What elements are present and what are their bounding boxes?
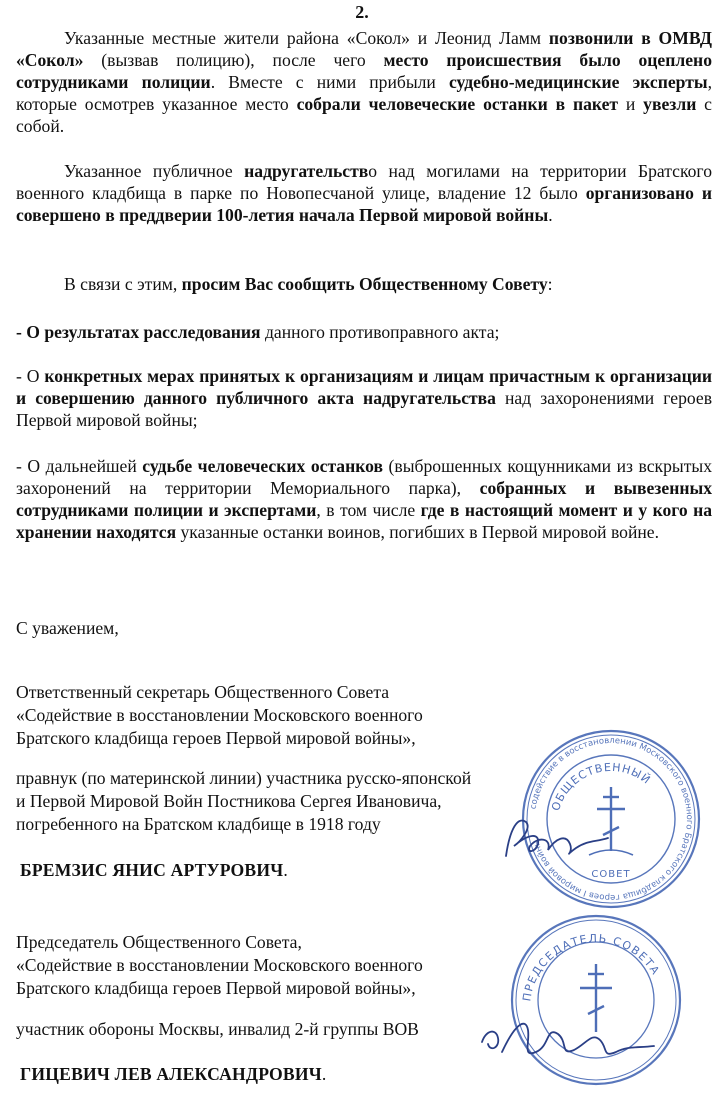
paragraph-request: В связи с этим, просим Вас сообщить Общественному Совету: [64, 274, 553, 294]
signatory1-name: БРЕМЗИС ЯНИС АРТУРОВИЧ. [20, 860, 288, 880]
stamp1-outer-text: содействие в восстановлении Московского военного Братского кладбища героев I мировой войны [528, 735, 695, 903]
list-item-investigation: - О результатах расследования данного противоправного акта; [16, 322, 500, 342]
stamp1-top-text: ОБЩЕСТВЕННЫЙ [549, 760, 654, 813]
page-number: 2. [355, 2, 369, 22]
signatory2-position: Председатель Общественного Совета, «Содействие в восстановлении Московского военного Братского кладбища героев Первой мировой войны», [16, 932, 423, 998]
list-item-measures: - О конкретных мерах принятых к организациям и лицам причастным к организации и совершению данного публичного акта надругательства над захоронениями героев Первой мировой войны; [16, 366, 713, 430]
closing: С уважением, [16, 618, 119, 638]
signatory2-description: участник обороны Москвы, инвалид 2-й группы ВОВ [16, 1019, 419, 1039]
stamp1-bottom-text: СОВЕТ [591, 869, 631, 880]
signatory2-name: ГИЦЕВИЧ ЛЕВ АЛЕКСАНДРОВИЧ. [20, 1064, 327, 1084]
paragraph-police-call: Указанные местные жители района «Сокол» и Леонид Ламм позвонили в ОМВД «Сокол» (вызвав полицию), после чего место происшествия было оцеплено сотрудниками полиции. Вместе с ними прибыли судебно-медицинские эксперты, которые осмотрев указанное место собрали человеческие останки в пакет и увезли с собой. [16, 28, 712, 136]
paragraph-desecration: Указанное публичное надругательство над могилами на территории Братского военного кладбища в парке по Новопесчаной улице, владение 12 было организовано и совершено в преддверии 100-летия начала Первой мировой войны. [16, 161, 712, 225]
signature-bremzis [496, 808, 616, 868]
list-item-remains: - О дальнейшей судьбе человеческих останков (выброшенных кощунниками из вскрытых захоронений на территории Мемориального парка), собранных и вывезенных сотрудниками полиции и экспертами, в том числе где в настоящий момент и у кого на хранении находятся указанные останки воинов, погибших в Первой мировой войне. [16, 456, 712, 542]
signature-gitsevich [476, 1012, 666, 1076]
signatory1-description: правнук (по материнской линии) участника русско-японской и Первой Мировой Войн Постникова Сергея Ивановича, погребенного на Братском кладбище в 1918 году [16, 768, 472, 834]
stamp2-top-text: ПРЕДСЕДАТЕЛЬ СОВЕТА [520, 931, 663, 1003]
signatory1-position: Ответственный секретарь Общественного Совета «Содействие в восстановлении Московского военного Братского кладбища героев Первой мировой войны», [16, 682, 423, 748]
